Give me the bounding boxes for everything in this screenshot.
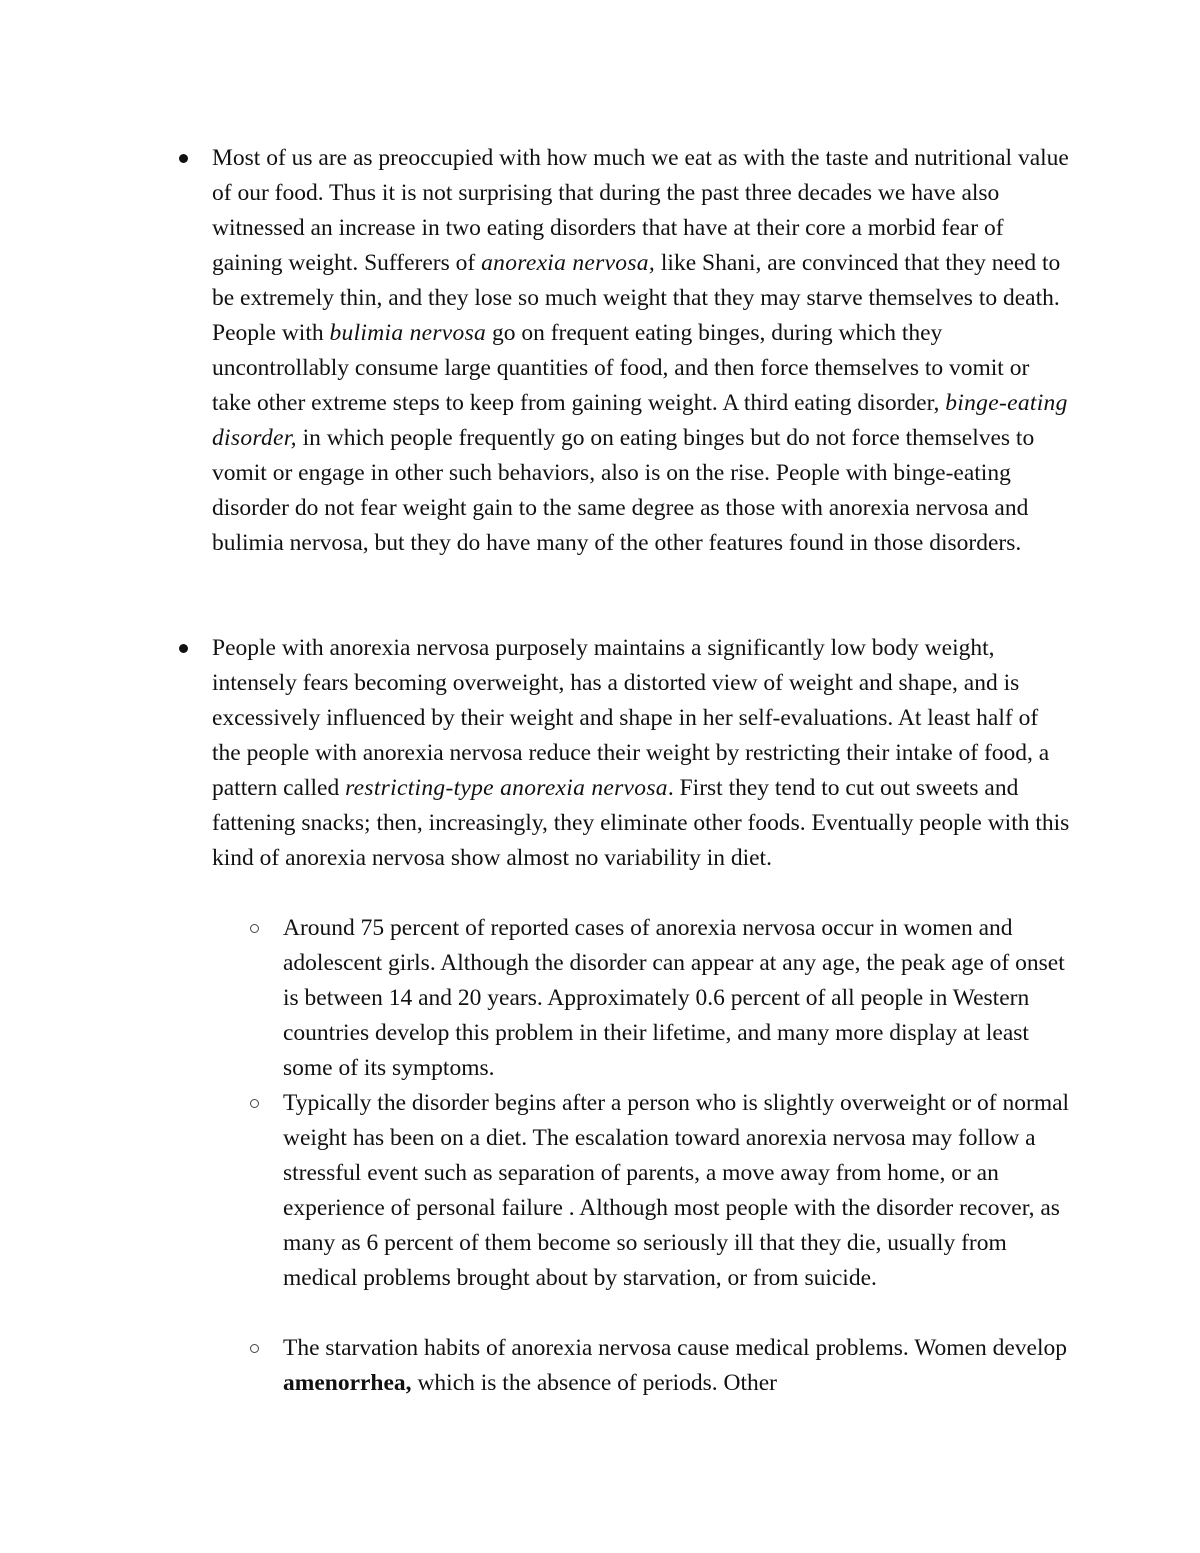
text-run: People with anorexia nervosa purposely maintains a significantly low body weight, intensely fears becoming overweight, has a distorted view of weight and shape, and is excessively influenced by their weight and shape in her self-evaluations. At least half of the people with anorexia nervosa reduce their weight by restricting their intake of food, a pattern called bbox=[212, 635, 1050, 801]
sub-bullet-ring bbox=[250, 1344, 259, 1353]
bullet-dot bbox=[179, 154, 188, 163]
text-run: go on frequent eating binges, during which they uncontrollably consume large quantities of food, and then force themselves to vomit or take other extreme steps to keep from gaining weight. A third eating disorder, bbox=[212, 320, 1030, 416]
sub-bullet-paragraph-3 bbox=[283, 1331, 1083, 1401]
text-run: in which people frequently go on eating binges but do not force themselves to vomit or engage in other such behaviors, also is on the rise. People with binge-eating disorder do not fear weight gain to the same degree as those with anorexia nervosa and bulimia nervosa, but they do have many of the other features found in those disorders. bbox=[212, 425, 1035, 556]
term-restricting-type-anorexia: restricting-type anorexia nervosa bbox=[345, 775, 668, 801]
term-anorexia-nervosa: anorexia nervosa, bbox=[481, 250, 656, 276]
bullet-paragraph-1 bbox=[212, 141, 1072, 561]
text-run: like Shani, are convinced that they need to be extremely thin, and they lose so much weight that they may starve themselves to death. People with bbox=[212, 250, 1061, 346]
sub-bullet-ring bbox=[250, 1099, 259, 1108]
text-run: Around 75 percent of reported cases of anorexia nervosa occur in women and adolescent girls. Although the disorder can appear at any age, the peak age of onset is between 14 and 20 years. Approximately 0.6 percent of all people in Western countries develop this problem in their lifetime, and many more display at least some of its symptoms. bbox=[283, 915, 1065, 1081]
sub-bullet-ring bbox=[250, 924, 259, 933]
text-run: The starvation habits of anorexia nervosa cause medical problems. Women develop bbox=[283, 1335, 1068, 1361]
text-run: Most of us are as preoccupied with how much we eat as with the taste and nutritional value of our food. Thus it is not surprising that during the past three decades we have also witnessed an increase in two eating disorders that have at their core a morbid fear of gaining weight. Sufferers of bbox=[212, 145, 1069, 276]
term-bulimia-nervosa: bulimia nervosa bbox=[329, 320, 487, 346]
text-run: Typically the disorder begins after a person who is slightly overweight or of normal weight has been on a diet. The escalation toward anorexia nervosa may follow a stressful event such as separation of parents, a move away from home, or an experience of personal failure . Although most people with the disorder recover, as many as 6 percent of them become so seriously ill that they die, usually from medical problems brought about by starvation, or from suicide. bbox=[283, 1090, 1070, 1291]
sub-bullet-paragraph-1 bbox=[283, 911, 1083, 1086]
term-amenorrhea: amenorrhea, bbox=[283, 1370, 412, 1396]
sub-bullet-paragraph-2 bbox=[283, 1086, 1083, 1296]
term-binge-eating-disorder: binge-eating disorder, bbox=[212, 390, 1068, 451]
bullet-paragraph-2 bbox=[212, 631, 1072, 876]
text-run: . First they tend to cut out sweets and fattening snacks; then, increasingly, they eliminate other foods. Eventually people with this kind of anorexia nervosa show almost no variability in diet. bbox=[212, 775, 1070, 871]
bullet-dot bbox=[179, 644, 188, 653]
text-run: which is the absence of periods. Other bbox=[411, 1370, 778, 1396]
